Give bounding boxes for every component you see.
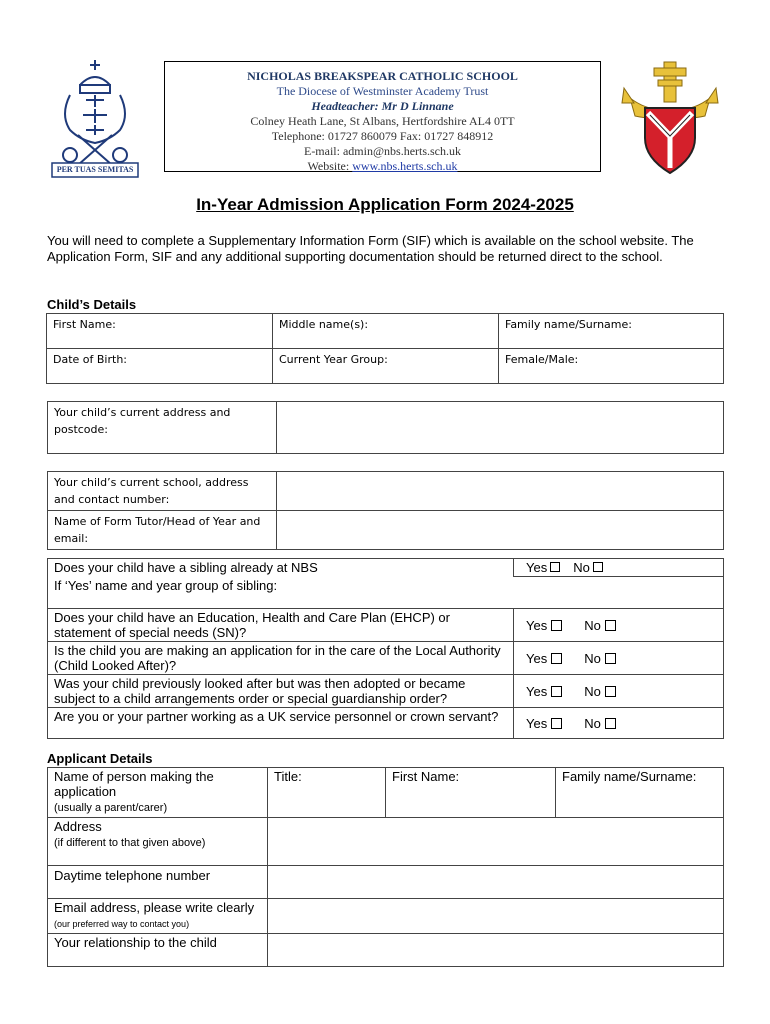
daytime-phone-input[interactable] bbox=[268, 866, 724, 899]
first-name-field[interactable] bbox=[47, 314, 273, 349]
yes-label: Yes bbox=[526, 560, 548, 575]
sibling-details-field[interactable] bbox=[48, 577, 724, 609]
yes-label: Yes bbox=[526, 617, 548, 633]
cla-yes-no bbox=[514, 642, 724, 675]
family-name-label: Family name/Surname: bbox=[562, 769, 697, 784]
first-name-label: First Name: bbox=[53, 318, 116, 331]
relationship-label: Your relationship to the child bbox=[48, 934, 268, 967]
sibling-question: Does your child have a sibling already at NBS bbox=[48, 559, 514, 577]
service-personnel-question: Are you or your partner working as a UK service personnel or crown servant? bbox=[48, 708, 514, 739]
cla-yes-checkbox[interactable] bbox=[551, 653, 562, 664]
current-school-input[interactable] bbox=[277, 472, 724, 511]
email-text: Email address, please write clearly bbox=[54, 900, 255, 915]
previously-looked-after-question: Was your child previously looked after but was then adopted or became subject to a child arrangements order or special guardianship order? bbox=[48, 675, 514, 708]
child-details-table bbox=[46, 313, 724, 384]
no-label: No bbox=[573, 560, 590, 575]
applicant-name-text: Name of person making the application bbox=[54, 769, 214, 799]
daytime-phone-label: Daytime telephone number bbox=[48, 866, 268, 899]
family-name-label: Family name/Surname: bbox=[505, 318, 632, 331]
sibling-yes-checkbox[interactable] bbox=[550, 562, 560, 572]
service-personnel-yes-no bbox=[514, 708, 724, 739]
ehcp-question: Does your child have an Education, Health and Care Plan (EHCP) or statement of special needs (SN)? bbox=[48, 609, 514, 642]
title-label: Title: bbox=[274, 769, 302, 784]
ehcp-yes-no bbox=[514, 609, 724, 642]
website-link[interactable]: www.nbs.herts.sch.uk bbox=[352, 159, 458, 173]
child-address-input[interactable] bbox=[277, 402, 724, 454]
applicant-family-name-field[interactable] bbox=[556, 768, 724, 818]
address-note: (if different to that given above) bbox=[54, 837, 206, 849]
applicant-name-note: (usually a parent/carer) bbox=[54, 802, 168, 814]
year-group-label: Current Year Group: bbox=[279, 353, 388, 366]
relationship-input[interactable] bbox=[268, 934, 724, 967]
school-crest-logo bbox=[50, 55, 140, 180]
email-note: (our preferred way to contact you) bbox=[54, 919, 190, 929]
child-address-table bbox=[47, 401, 724, 454]
yes-label: Yes bbox=[526, 683, 548, 699]
dob-label: Date of Birth: bbox=[53, 353, 128, 366]
cla-question: Is the child you are making an application for in the care of the Local Authority (Child Looked After)? bbox=[48, 642, 514, 675]
applicant-table bbox=[47, 767, 724, 967]
previously-looked-after-yes-no bbox=[514, 675, 724, 708]
current-school-label: Your child’s current school, address and contact number: bbox=[48, 472, 277, 511]
cla-no-checkbox[interactable] bbox=[605, 653, 616, 664]
yes-label: Yes bbox=[526, 715, 548, 731]
page-title: In-Year Admission Application Form 2024-2025 bbox=[196, 195, 574, 214]
school-name: NICHOLAS BREAKSPEAR CATHOLIC SCHOOL bbox=[247, 69, 518, 83]
child-school-table bbox=[47, 471, 724, 550]
email-input[interactable] bbox=[268, 899, 724, 934]
sibling-if-label: If ‘Yes’ name and year group of sibling: bbox=[54, 578, 278, 593]
year-group-field[interactable] bbox=[273, 349, 499, 384]
headteacher: Headteacher: Mr D Linnane bbox=[311, 99, 454, 113]
family-name-field[interactable] bbox=[499, 314, 724, 349]
ehcp-no-checkbox[interactable] bbox=[605, 620, 616, 631]
form-tutor-label: Name of Form Tutor/Head of Year and email: bbox=[48, 511, 277, 550]
school-header-box bbox=[164, 61, 601, 172]
sibling-no-checkbox[interactable] bbox=[593, 562, 603, 572]
school-website bbox=[165, 159, 600, 174]
gender-field[interactable] bbox=[499, 349, 724, 384]
gender-label: Female/Male: bbox=[505, 353, 579, 366]
school-address: Colney Heath Lane, St Albans, Hertfordshire AL4 0TT bbox=[250, 114, 515, 128]
first-name-label: First Name: bbox=[392, 769, 460, 784]
no-label: No bbox=[584, 715, 601, 731]
email-label bbox=[48, 899, 268, 934]
plac-no-checkbox[interactable] bbox=[605, 686, 616, 697]
applicant-title-field[interactable] bbox=[268, 768, 386, 818]
applicant-details-heading: Applicant Details bbox=[47, 751, 153, 766]
school-email: E-mail: admin@nbs.herts.sch.uk bbox=[303, 144, 462, 158]
no-label: No bbox=[584, 683, 601, 699]
trust-name: The Diocese of Westminster Academy Trust bbox=[276, 84, 489, 98]
plac-yes-checkbox[interactable] bbox=[551, 686, 562, 697]
applicant-address-label bbox=[48, 818, 268, 866]
no-label: No bbox=[584, 650, 601, 666]
form-tutor-input[interactable] bbox=[277, 511, 724, 550]
child-address-label: Your child’s current address and postcode: bbox=[48, 402, 277, 454]
middle-names-label: Middle name(s): bbox=[279, 318, 369, 331]
questions-table bbox=[47, 558, 724, 739]
applicant-name-label bbox=[48, 768, 268, 818]
applicant-address-input[interactable] bbox=[268, 818, 724, 866]
child-details-heading: Child’s Details bbox=[47, 297, 137, 312]
no-label: No bbox=[584, 617, 601, 633]
diocese-crest-logo bbox=[620, 58, 720, 178]
address-text: Address bbox=[54, 819, 102, 834]
service-no-checkbox[interactable] bbox=[605, 718, 616, 729]
ehcp-yes-checkbox[interactable] bbox=[551, 620, 562, 631]
yes-label: Yes bbox=[526, 650, 548, 666]
website-label: Website: bbox=[307, 159, 353, 173]
service-yes-checkbox[interactable] bbox=[551, 718, 562, 729]
applicant-first-name-field[interactable] bbox=[386, 768, 556, 818]
middle-names-field[interactable] bbox=[273, 314, 499, 349]
logo-motto: PER TUAS SEMITAS bbox=[56, 165, 134, 174]
dob-field[interactable] bbox=[47, 349, 273, 384]
school-phone: Telephone: 01727 860079 Fax: 01727 848912 bbox=[271, 129, 494, 143]
sibling-yes-no bbox=[514, 559, 724, 577]
intro-paragraph: You will need to complete a Supplementary Information Form (SIF) which is available on the school website. The Application Form, SIF and any additional supporting documentation should be returned direct to the school. bbox=[47, 233, 694, 264]
